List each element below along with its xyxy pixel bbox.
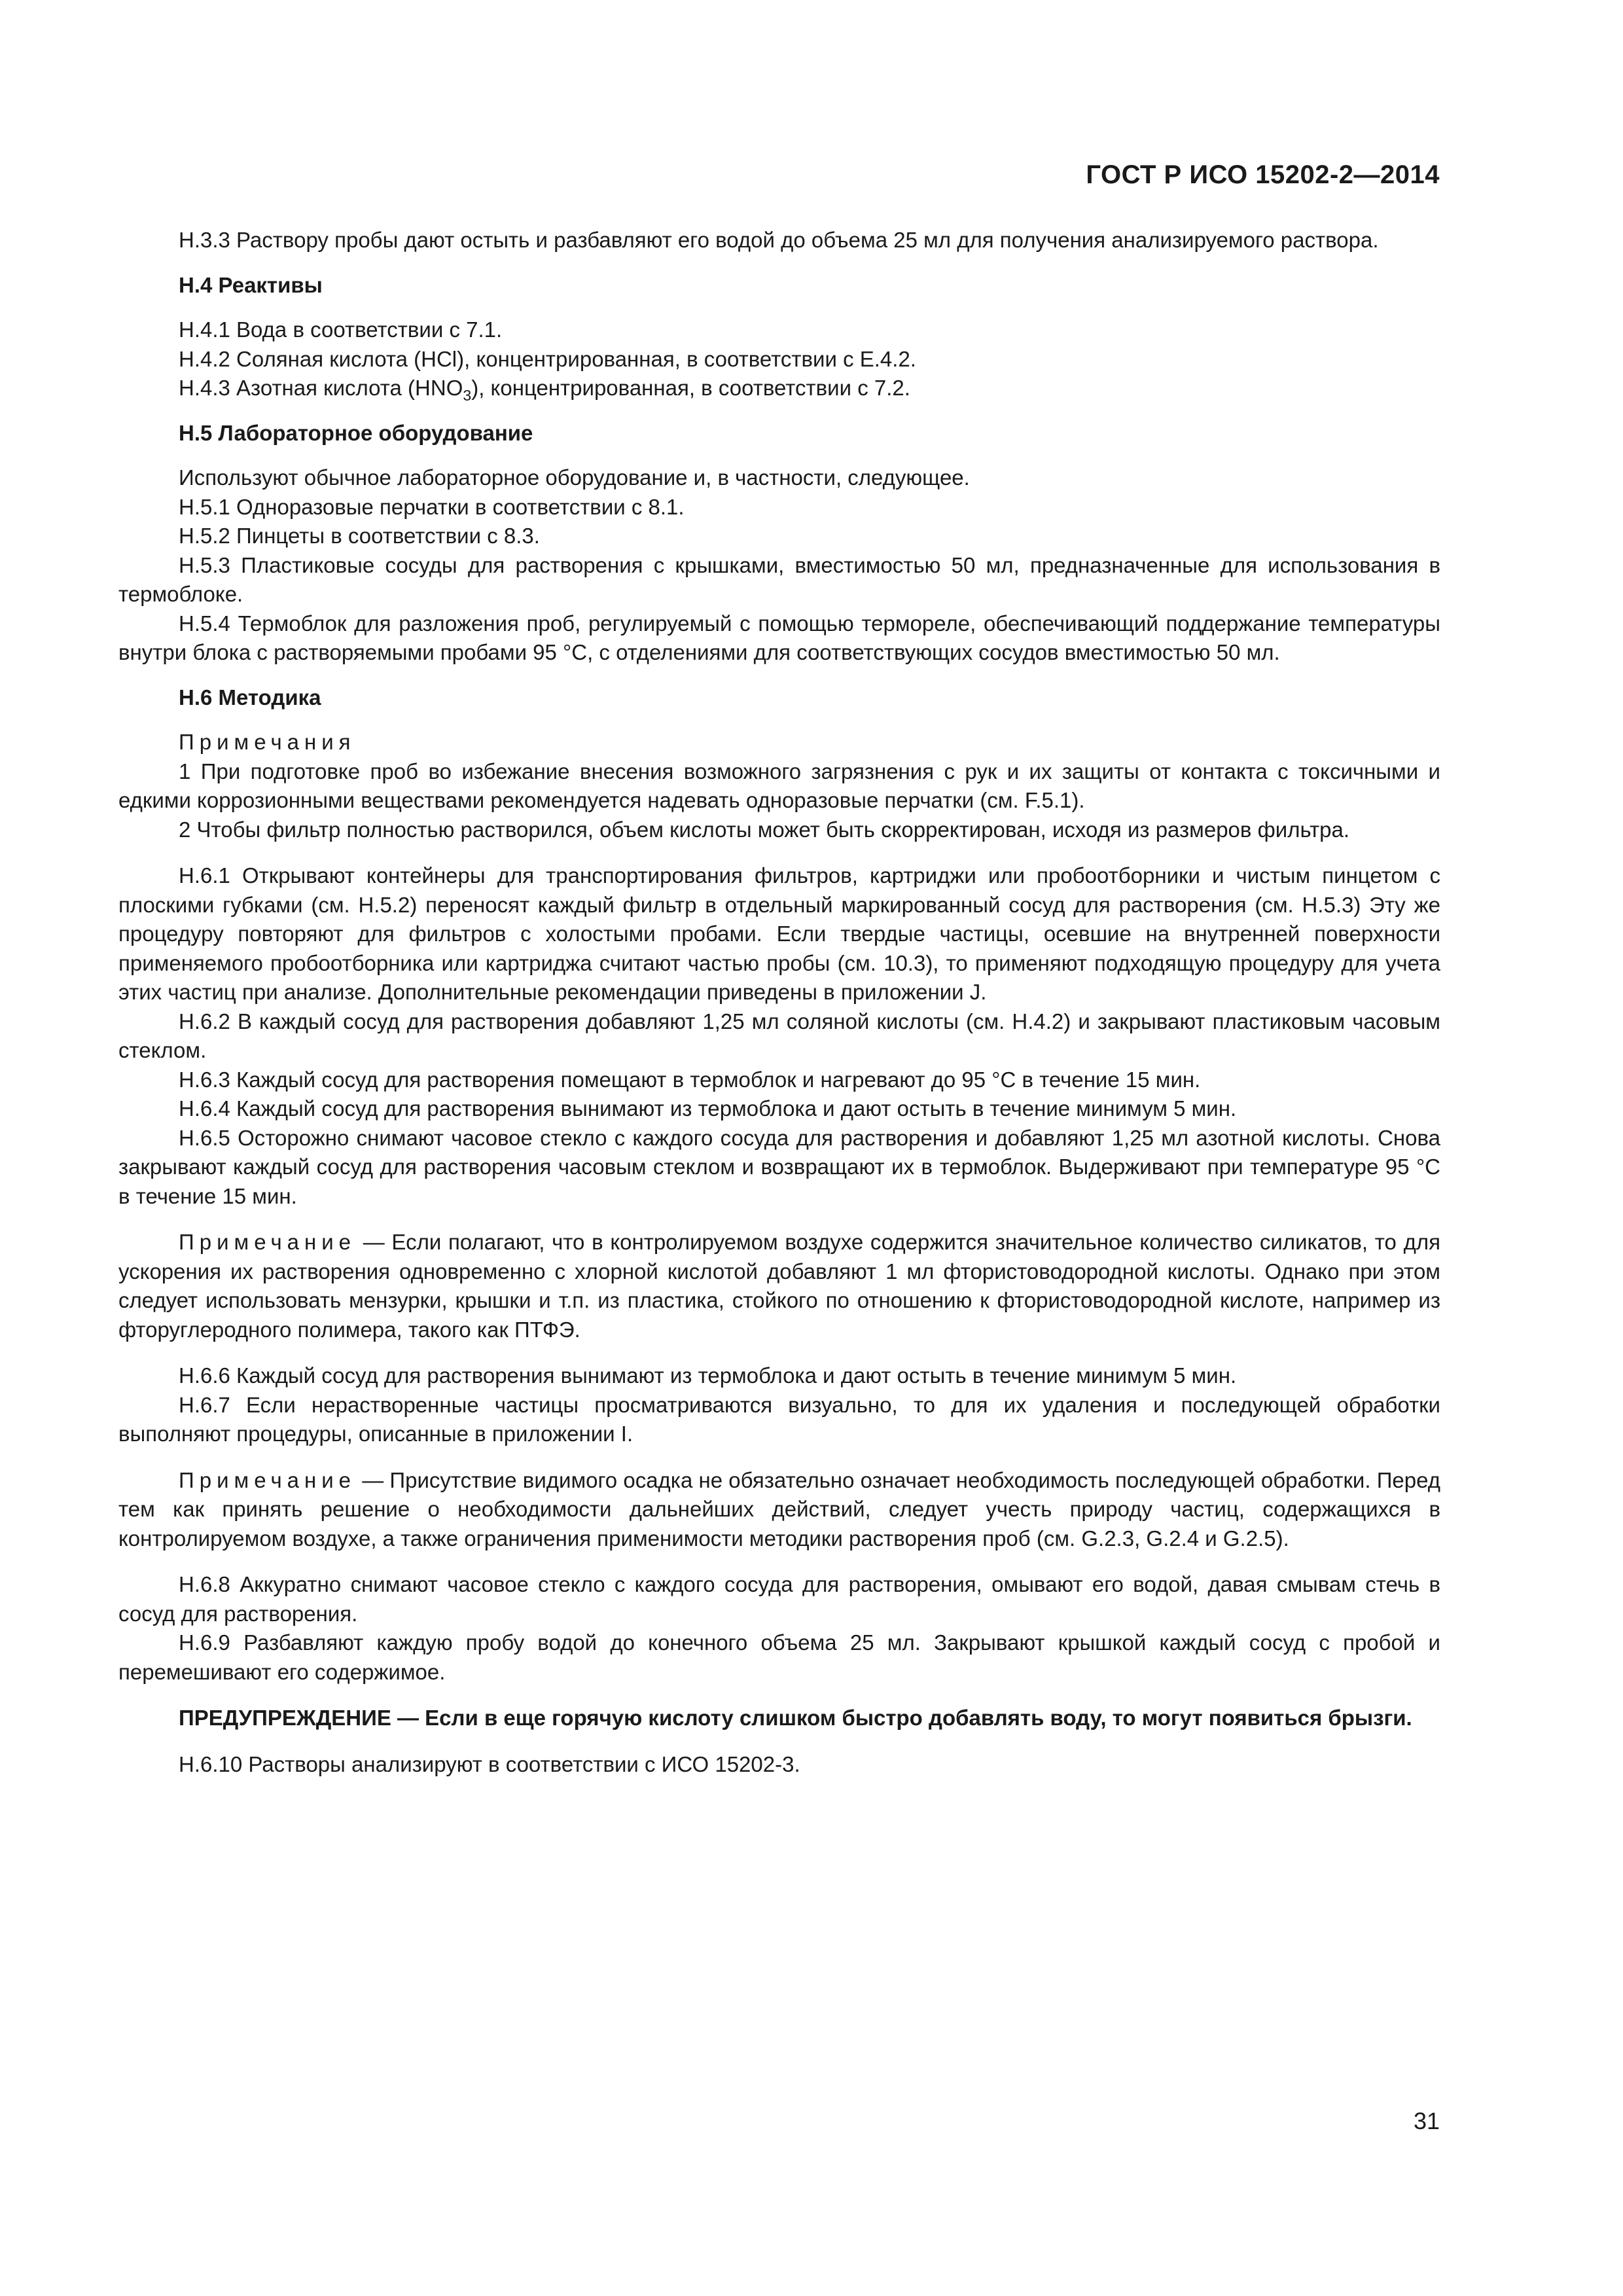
clause-h-6-6: Н.6.6 Каждый сосуд для растворения вынимают из термоблока и дают остыть в течение минимум 5 мин. xyxy=(179,1363,1237,1388)
page-number: 31 xyxy=(1413,2108,1440,2134)
note-2: 2 Чтобы фильтр полностью растворился, объем кислоты может быть скорректирован, исходя из размеров фильтра. xyxy=(179,817,1350,842)
clause-h-4-3-subscript: 3 xyxy=(463,387,472,404)
note-silicates xyxy=(118,1228,1440,1344)
section-heading-h4: Н.4 Реактивы xyxy=(179,272,323,297)
procedure-steps-c xyxy=(118,1570,1440,1687)
note-silicates-text: — Если полагают, что в контролируемом воздухе содержится значительное количество силикатов, то для ускорения их растворения одновременно с хлорной кислотой добавляют 1 мл фтористоводородной кислоты. Однако при этом следует использовать мензурки, крышки и т.п. из пластика, стойкого по отношению к фтористоводородной кислоте, например из фторуглеродного полимера, такого как ПТФЭ. xyxy=(118,1230,1440,1342)
clause-h-6-8: Н.6.8 Аккуратно снимают часовое стекло с каждого сосуда для растворения, омывают его водой, давая смывам стечь в сосуд для растворения. xyxy=(118,1572,1440,1626)
clause-h-6-7: Н.6.7 Если нерастворенные частицы просматриваются визуально, то для их удаления и последующей обработки выполняют процедуры, описанные в приложении I. xyxy=(118,1392,1440,1446)
notes-label: Примечания xyxy=(179,730,356,754)
section-heading-h6: Н.6 Методика xyxy=(179,685,321,709)
clause-h-5-2: Н.5.2 Пинцеты в соответствии с 8.3. xyxy=(179,524,540,548)
procedure-steps-b xyxy=(118,1361,1440,1449)
clause-h-6-5: Н.6.5 Осторожно снимают часовое стекло с каждого сосуда для растворения и добавляют 1,25 мл азотной кислоты. Снова закрывают каждый сосуд для растворения часовым стеклом и возвращают их в термоблок. Выдерживают при температуре 95 °С в течение 15 мин. xyxy=(118,1125,1440,1208)
clause-h-4-3-part1: Н.4.3 Азотная кислота (HNO xyxy=(179,376,463,400)
clause-h-6-1: Н.6.1 Открывают контейнеры для транспортирования фильтров, картриджи или пробоотборники и чистым пинцетом с плоскими губками (см. Н.5.2) переносят каждый фильтр в отдельный маркированный сосуд для растворения (см. Н.5.3) Эту же процедуру повторяют для фильтров с холостыми пробами. Если твердые частицы, осевшие на внутренней поверхности применяемого пробоотборника или картриджа считают частью пробы (см. 10.3), то применяют подходящую процедуру для учета этих частиц при анализе. Дополнительные рекомендации приведены в приложении J. xyxy=(118,863,1440,1004)
section-h4-items xyxy=(118,315,1440,403)
note-1: 1 При подготовке проб во избежание внесения возможного загрязнения с рук и их защиты от контакта с токсичными и едкими коррозионными веществами рекомендуется надевать одноразовые перчатки (см. F.5.1). xyxy=(118,759,1440,812)
clause-h-3-3: Н.3.3 Раствору пробы дают остыть и разбавляют его водой до объема 25 мл для получения анализируемого раствора. xyxy=(179,228,1379,252)
warning-text: ПРЕДУПРЕЖДЕНИЕ — Если в еще горячую кислоту слишком быстро добавлять воду, то могут появиться брызги. xyxy=(179,1706,1412,1730)
clause-h-4-3-part2: ), концентрированная, в соответствии с 7.2. xyxy=(471,376,910,400)
clause-h-5-4: Н.5.4 Термоблок для разложения проб, регулируемый с помощью термореле, обеспечивающий поддержание температуры внутри блока с растворяемыми пробами 95 °С, с отделениями для соответствующих сосудов вместимостью 50 мл. xyxy=(118,611,1440,664)
procedure-steps-a xyxy=(118,861,1440,1211)
document-header: ГОСТ Р ИСО 15202-2—2014 xyxy=(1086,160,1440,189)
section-heading-h5: Н.5 Лабораторное оборудование xyxy=(179,420,533,445)
clause-h-6-9: Н.6.9 Разбавляют каждую пробу водой до конечного объема 25 мл. Закрывают крышкой каждый сосуд с пробой и перемешивают его содержимое. xyxy=(118,1630,1440,1684)
document-body xyxy=(118,226,1440,1779)
clause-h-6-2: Н.6.2 В каждый сосуд для растворения добавляют 1,25 мл соляной кислоты (см. Н.4.2) и закрывают пластиковым часовым стеклом. xyxy=(118,1009,1440,1062)
section-h5-items xyxy=(118,463,1440,668)
clause-h-5-3: Н.5.3 Пластиковые сосуды для растворения с крышками, вместимостью 50 мл, предназначенные для использования в термоблоке. xyxy=(118,552,1440,606)
clause-h-4-3 xyxy=(118,374,1440,403)
clause-h-4-1: Н.4.1 Вода в соответствии с 7.1. xyxy=(179,317,503,342)
clause-h-5-1: Н.5.1 Одноразовые перчатки в соответствии с 8.1. xyxy=(179,494,685,519)
clause-h-6-4: Н.6.4 Каждый сосуд для растворения вынимают из термоблока и дают остыть в течение минимум 5 мин. xyxy=(179,1096,1237,1121)
clause-h-4-2: Н.4.2 Соляная кислота (HCl), концентрированная, в соответствии с Е.4.2. xyxy=(179,346,916,371)
notes-block xyxy=(118,728,1440,844)
note-sediment xyxy=(118,1466,1440,1554)
section-h5-intro: Используют обычное лабораторное оборудование и, в частности, следующее. xyxy=(179,465,970,490)
note-sediment-label: Примечание xyxy=(179,1467,357,1492)
note-silicates-label: Примечание xyxy=(179,1230,357,1254)
clause-h-6-10: Н.6.10 Растворы анализируют в соответствии с ИСО 15202-3. xyxy=(179,1751,800,1776)
note-sediment-text: — Присутствие видимого осадка не обязательно означает необходимость последующей обработки. Перед тем как принять решение о необходимости дальнейших действий, следует учесть природу частиц, содержащихся в контролируемом воздухе, а также ограничения применимости методики растворения проб (см. G.2.3, G.2.4 и G.2.5). xyxy=(118,1467,1440,1551)
clause-h-6-3: Н.6.3 Каждый сосуд для растворения помещают в термоблок и нагревают до 95 °С в течение 15 мин. xyxy=(179,1067,1201,1092)
